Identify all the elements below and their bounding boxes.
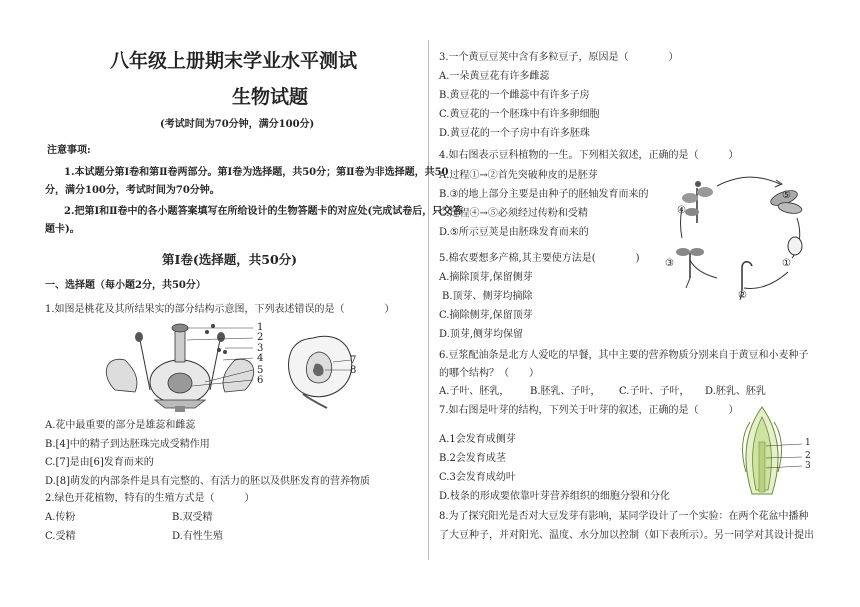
q1-fig-label-4: 4 [257,353,264,364]
notice-item-2-line-2: 题卡)。 [45,224,80,235]
cycle-arrow-bottom [744,272,788,288]
stage-3-leaf [690,248,704,256]
q3-option-b: B.黄豆花的一个雌蕊中有许多子房 [439,90,590,101]
q7-fig-label-1: 1 [805,438,811,448]
q6-option-d: D.胚乳、胚乳 [705,386,766,397]
stage-4-flower [695,181,701,187]
peach-fruit-figure [283,330,373,410]
q4-option-c: C.过程④→⑤必须经过传粉和受精 [439,208,588,219]
q1-option-a: A.花中最重要的部分是雄蕊和雌蕊 [45,420,196,431]
q7-option-a: A.1会发育成侧芽 [439,434,516,445]
bud-axis [759,442,765,492]
part-1-heading: 第Ⅰ卷(选择题，共50分) [162,252,298,267]
notice-item-2-line-1: 2.把第Ⅰ和Ⅱ卷中的各小题答案填写在所给设计的生物答题卡的对应处(完成试卷后，只交答 [64,206,463,217]
q4-fig-label-2: ② [738,290,747,301]
q4-fig-label-5: ⑤ [782,190,791,201]
q2-stem: 2.绿色开花植物，特有的生殖方式是（ ） [45,493,255,504]
notice-label: 注意事项: [47,145,91,156]
notice-item-1-line-1: 1.本试题分第Ⅰ卷和第Ⅱ卷两部分。第Ⅰ卷为选择题，共50分；第Ⅱ卷为非选择题，共50 [64,167,449,178]
q4-option-a: A.过程①→②首先突破种皮的是胚芽 [439,170,598,181]
q1-fig-label-1: 1 [257,322,264,333]
stage-3-root [686,278,690,288]
exam-subject: 生物试题 [232,86,309,108]
cycle-arrow-top [717,177,780,186]
q5-option-b: B.顶芽、侧芽均摘除 [442,291,533,302]
q8-line-1: 8.为了探究阳光是否对大豆发芽有影响，某同学设计了一个实验：在两个花盆中播种 [439,511,809,522]
pollen-dot [205,330,209,334]
q3-option-a: A.一朵黄豆花有许多雌蕊 [439,71,550,82]
q6-option-c: C.子叶、子叶， [619,386,690,397]
notice-item-1-line-2: 分，满分100分，考试时间为70分钟。 [45,185,220,196]
q5-option-d: D.顶芽,侧芽均保留 [439,329,524,340]
column-divider [428,40,429,560]
q6-stem-line-2: 的哪个结构？（ ） [439,368,539,379]
q7-option-c: C.3会发育成幼叶 [439,472,516,483]
q1-fig-label-8: 8 [350,365,357,376]
q8-line-2: 了大豆种子，并对阳光、温度、水分加以控制（如下表所示）。另一同学对其设计提出 [439,530,814,541]
q2-option-b: B.双受精 [172,512,213,523]
q3-option-d: D.黄豆花的一个子房中有许多胚珠 [439,128,590,139]
stage-5-pod [777,201,802,215]
q7-option-b: B.2会发育成茎 [439,453,506,464]
q4-fig-label-1: ① [782,258,791,269]
stigma [172,324,188,332]
bean-life-cycle-figure [662,168,812,308]
flower-stalk [175,406,185,412]
q7-fig-label-3: 3 [805,461,811,471]
q4-option-d: D.⑤所示豆荚是由胚珠发育而来的 [439,227,589,238]
q7-option-d: D.枝条的形成要依靠叶芽营养组织的细胞分裂和分化 [439,491,670,502]
anther-right [217,332,225,342]
right-column [437,0,832,607]
q7-stem: 7.如右图是叶芽的结构，下列关于叶芽的叙述，正确的是（ ） [439,405,739,416]
q1-option-c: C.[7]是由[6]发育而来的 [45,457,154,468]
petal-right [223,359,254,392]
q4-option-b: B.③的地上部分主要是由种子的胚轴发育而来的 [439,189,649,200]
filament-right [210,340,220,390]
filament-left [140,340,150,390]
pollen-dot [223,350,227,354]
exam-title: 八年级上册期末学业水平测试 [110,50,358,72]
q4-stem: 4.如右图表示豆科植物的一生。下列相关叙述，正确的是（ ） [439,150,739,161]
q1-fig-label-7: 7 [350,355,357,366]
anther-left [135,332,143,342]
section-heading: 一、选择题（每小题2分，共50分） [45,280,206,291]
q2-option-d: D.有性生殖 [172,531,223,542]
q6-option-a: A.子叶、胚乳， [439,386,510,397]
stage-2-sprout [742,262,752,290]
exam-time-note: (考试时间为70分钟，满分100分) [160,119,315,130]
q1-stem: 1.如图是桃花及其所结果实的部分结构示意图，下列表述错误的是（ ） [45,304,395,315]
q6-option-b: B.胚乳、子叶， [530,386,601,397]
q7-fig-label-2: 2 [805,451,811,461]
petal-left [106,359,137,392]
q5-option-c: C.摘除侧芽,保留顶芽 [439,310,533,321]
q5-stem: 5.棉农要想多产棉,其主要使方法是( ) [439,253,640,264]
left-column [40,0,463,607]
stage-4-leaf [697,187,713,197]
q3-option-c: C.黄豆花的一个胚珠中有许多卵细胞 [439,109,600,120]
style [175,330,185,362]
peach-flower-figure [95,320,275,412]
pollen-dot [211,324,215,328]
q6-stem-line-1: 6.豆浆配油条是北方人爱吃的早餐，其中主要的营养物质分别来自于黄豆和小麦种子 [439,350,809,361]
q1-fig-label-2: 2 [257,332,264,343]
cycle-arrow-left [690,260,717,278]
stage-1-seed [788,237,802,255]
q4-fig-label-4: ④ [677,205,686,216]
q4-fig-label-3: ③ [665,258,674,269]
stage-4-leaf [685,208,699,216]
q1-fig-label-5: 5 [257,365,264,376]
q1-fig-label-3: 3 [257,343,264,354]
pollen-dot [217,348,221,352]
ovule [168,373,192,393]
q1-fig-label-6: 6 [257,375,264,386]
q1-option-b: B.[4]中的精子到达胚珠完成受精作用 [45,439,210,450]
q5-option-a: A.摘除顶芽,保留侧芽 [439,272,533,283]
q3-stem: 3.一个黄豆豆荚中含有多粒豆子，原因是（ ） [439,52,679,63]
q1-option-d: D.[8]萌发的内部条件是具有完整的、有活力的胚以及供胚发育的营养物质 [45,476,371,487]
stage-4-leaf [682,193,698,203]
stage-3-leaf [676,248,690,256]
q2-option-c: C.受精 [45,531,76,542]
q2-option-a: A.传粉 [45,512,76,523]
leaf-bud-figure [732,402,812,497]
